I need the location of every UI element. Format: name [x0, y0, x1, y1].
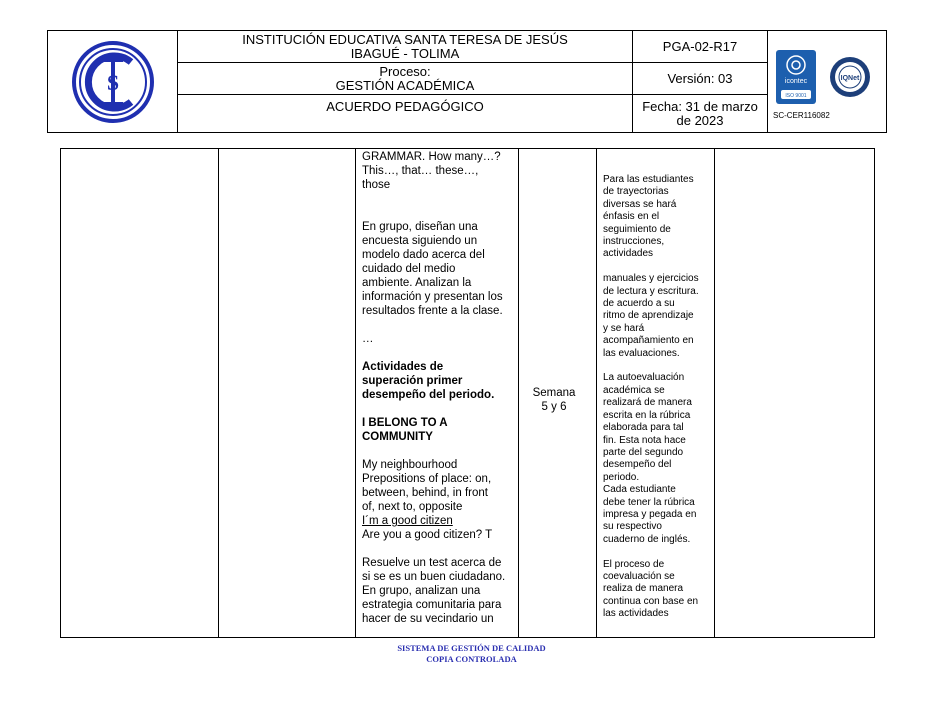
- observation-line: las actividades: [603, 608, 669, 620]
- observation-line: La autoevaluación: [603, 372, 685, 384]
- text-line: si se es un buen ciudadano.: [362, 571, 506, 583]
- observation-line: debe tener la rúbrica: [603, 496, 695, 508]
- observation-line: periodo.: [603, 471, 640, 483]
- column-divider: [218, 149, 219, 637]
- observation-line: realizará de manera: [603, 397, 692, 409]
- observation-line: continua con base en: [603, 595, 699, 607]
- superacion-heading: [362, 360, 516, 402]
- text-line: I BELONG TO A: [362, 417, 448, 429]
- date-cell: [633, 95, 767, 132]
- text-line: Are you a good citizen? T: [362, 529, 493, 541]
- text-line: My neighbourhood: [362, 459, 458, 471]
- process-cell: [178, 63, 632, 94]
- document-code: [633, 31, 767, 62]
- observation-line: escrita en la rúbrica: [603, 409, 691, 421]
- text-line: superación primer: [362, 375, 463, 387]
- institution-line2: IBAGUÉ - TOLIMA: [350, 45, 460, 61]
- certification-area: [767, 31, 886, 132]
- observation-paragraph: [603, 174, 715, 261]
- observation-line: impresa y pegada en: [603, 508, 697, 520]
- survey-activity: [362, 220, 516, 318]
- text-line: En grupo, analizan una: [362, 585, 481, 597]
- icontec-logo-icon: [775, 49, 817, 105]
- observation-paragraph: [603, 372, 715, 546]
- grammar-text: [362, 150, 516, 192]
- iso-label: ISO 9001: [785, 93, 807, 99]
- week-value: 5 y 6: [541, 401, 567, 413]
- text-line: encuesta siguiendo un: [362, 235, 478, 247]
- text-line: Resuelve un test acerca de: [362, 557, 502, 569]
- week-cell: [522, 386, 586, 414]
- observation-line: ritmo de aprendizaje: [603, 310, 694, 322]
- column-divider: [518, 149, 519, 637]
- observations-cell: [603, 174, 715, 621]
- ellipsis: …: [362, 333, 374, 345]
- observation-line: elaborada para tal: [603, 422, 684, 434]
- text-line: modelo dado acerca del: [362, 249, 485, 261]
- observation-line: de acuerdo a su: [603, 298, 675, 310]
- text-line: estrategia comunitaria para: [362, 599, 502, 611]
- date-line1: Fecha: 31 de marzo: [642, 98, 758, 114]
- observation-line: El proceso de: [603, 558, 665, 570]
- version-cell: [633, 63, 767, 94]
- observation-line: coevaluación se: [603, 570, 675, 582]
- observation-paragraph: [603, 559, 715, 621]
- text-line: those: [362, 179, 391, 191]
- observation-line: las evaluaciones.: [603, 347, 680, 359]
- iqnet-label: IQNet: [840, 75, 860, 82]
- text-line: COMMUNITY: [362, 431, 433, 443]
- document-title: [178, 95, 632, 119]
- observation-line: Cada estudiante: [603, 484, 676, 496]
- observation-line: de lectura y escritura.: [603, 285, 699, 297]
- observation-line: desempeño del: [603, 459, 672, 471]
- document-header: [47, 30, 887, 133]
- test-activity: [362, 556, 516, 626]
- text-line: This…, that… these…,: [362, 165, 479, 177]
- iqnet-logo-icon: [829, 56, 871, 98]
- observation-line: y se hará: [603, 322, 645, 334]
- text-line: between, behind, in front: [362, 487, 488, 499]
- column-divider: [596, 149, 597, 637]
- text-line: cuidado del medio: [362, 263, 456, 275]
- observation-line: actividades: [603, 248, 654, 260]
- observation-line: acompañamiento en: [603, 335, 694, 347]
- text-line: of, next to, opposite: [362, 501, 463, 513]
- observation-line: Para las estudiantes: [603, 174, 694, 185]
- text-line: Actividades de: [362, 361, 444, 373]
- process-name: GESTIÓN ACADÉMICA: [335, 77, 475, 93]
- column-divider: [355, 149, 356, 637]
- text-line: ambiente. Analizan la: [362, 277, 472, 289]
- text-line: I´m a good citizen: [362, 515, 453, 527]
- process-label: Proceso:: [379, 63, 431, 79]
- pedagogical-table: [60, 148, 875, 638]
- institution-line1: INSTITUCIÓN EDUCATIVA SANTA TERESA DE JESÚS: [242, 31, 568, 47]
- text-line: información y presentan los: [362, 291, 503, 303]
- svg-text:S: S: [106, 69, 119, 95]
- observation-line: de trayectorias: [603, 186, 669, 198]
- text-line: En grupo, diseñan una: [362, 221, 478, 233]
- school-seal-icon: [71, 40, 155, 124]
- observation-line: parte del segundo: [603, 446, 684, 458]
- date-line2: de 2023: [676, 112, 724, 128]
- quality-system-footer: SISTEMA DE GESTIÓN DE CALIDAD: [397, 643, 546, 653]
- observation-line: énfasis en el: [603, 211, 660, 223]
- observation-line: fin. Esta nota hace: [603, 434, 686, 446]
- observation-line: seguimiento de: [603, 223, 671, 235]
- institution-name: [178, 31, 632, 62]
- version-text: Versión: 03: [667, 70, 733, 86]
- unit-title: [362, 416, 516, 444]
- text-line: hacer de su vecindario un: [362, 613, 494, 625]
- observation-paragraph: [603, 273, 715, 360]
- observation-line: su respectivo: [603, 521, 662, 533]
- certificate-code: SC-CER116082: [773, 111, 830, 120]
- week-label: Semana: [532, 387, 576, 399]
- observation-line: realiza de manera: [603, 583, 684, 595]
- document-name: ACUERDO PEDAGÓGICO: [326, 99, 484, 114]
- observation-line: académica se: [603, 384, 665, 396]
- school-logo: [48, 31, 177, 132]
- observation-line: manuales y ejercicios: [603, 273, 699, 285]
- activities-cell: [362, 150, 516, 626]
- observation-line: instrucciones,: [603, 236, 665, 248]
- observation-line: cuaderno de inglés.: [603, 533, 691, 545]
- observation-line: diversas se hará: [603, 198, 677, 210]
- text-line: desempeño del periodo.: [362, 389, 495, 401]
- text-line: resultados frente a la clase.: [362, 305, 503, 317]
- code-text: PGA-02-R17: [662, 38, 738, 54]
- neighbourhood-topic: [362, 458, 516, 542]
- controlled-copy-footer: COPIA CONTROLADA: [426, 654, 517, 664]
- text-line: GRAMMAR. How many…?: [362, 151, 501, 163]
- text-line: Prepositions of place: on,: [362, 473, 492, 485]
- icontec-label: icontec: [784, 78, 808, 85]
